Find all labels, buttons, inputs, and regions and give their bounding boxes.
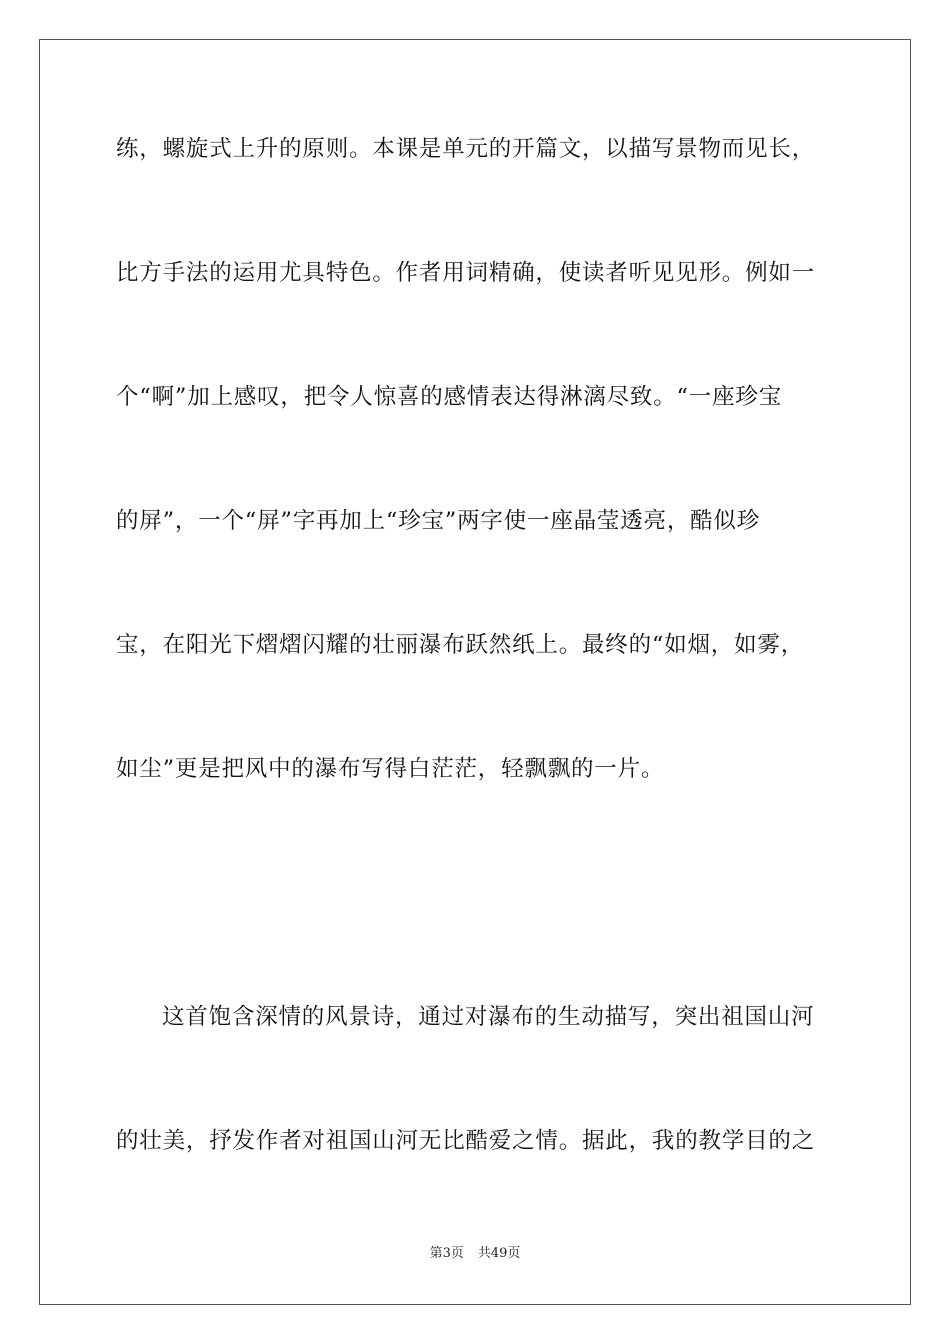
text-line-indented: 这首饱含深情的风景诗，通过对瀑布的生动描写，突出祖国山河: [162, 1004, 815, 1030]
page-number: 第3页: [429, 1246, 464, 1261]
text-line: 的壮美，抒发作者对祖国山河无比酷爱之情。据此，我的教学目的之: [116, 1128, 816, 1154]
text-line: 如尘”更是把风中的瀑布写得白茫茫，轻飘飘的一片。: [116, 756, 665, 782]
text-line: 比方手法的运用尤具特色。作者用词精确，使读者听见见形。例如一: [116, 260, 816, 286]
text-line: 宝，在阳光下熠熠闪耀的壮丽瀑布跃然纸上。最终的“如烟，如雾，: [116, 632, 805, 658]
text-line: 练，螺旋式上升的原则。本课是单元的开篇文，以描写景物而见长，: [116, 136, 816, 162]
total-pages: 共49页: [477, 1246, 521, 1261]
text-line: 的屏”，一个“屏”字再加上“珍宝”两字使一座晶莹透亮，酷似珍: [116, 508, 761, 534]
page-footer: [0, 1245, 950, 1263]
text-line: 个“啊”加上感叹，把令人惊喜的感情表达得淋漓尽致。“一座珍宝: [116, 384, 783, 410]
page-border: [39, 39, 911, 1305]
